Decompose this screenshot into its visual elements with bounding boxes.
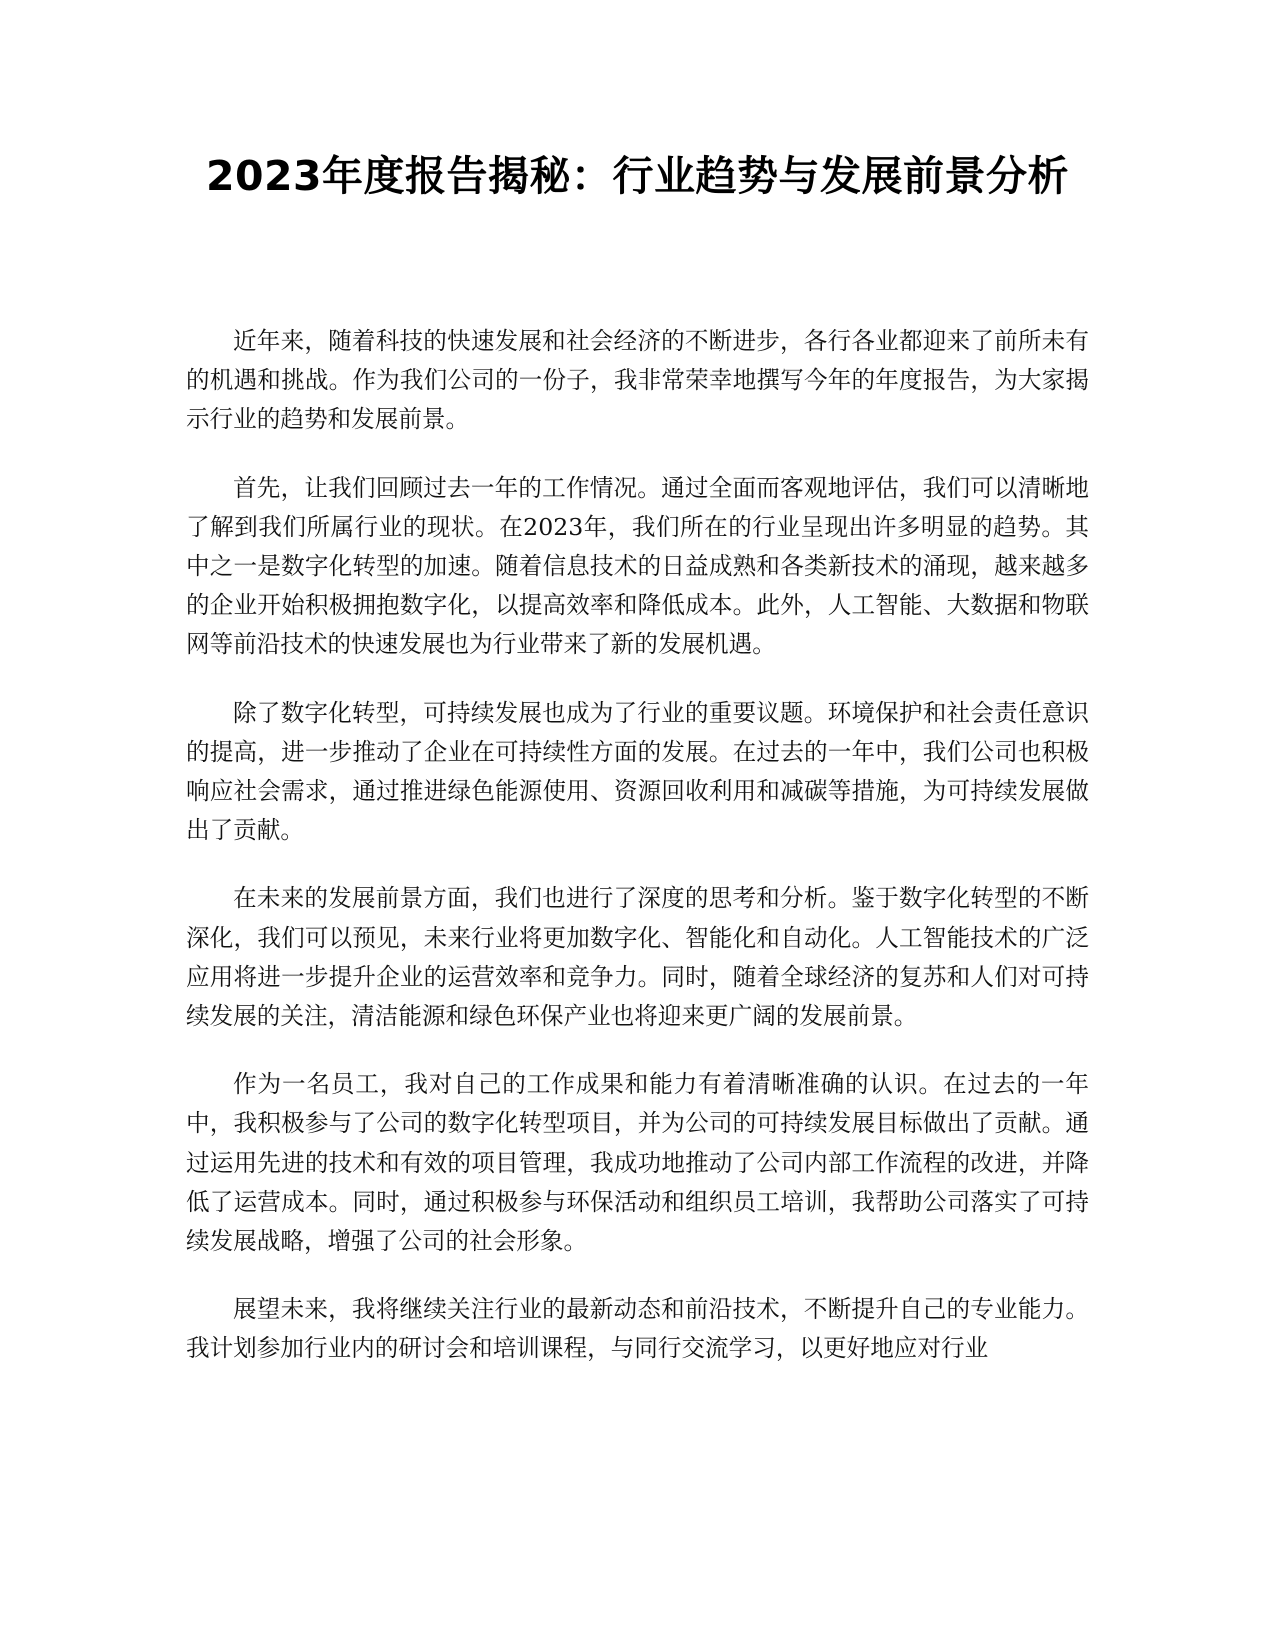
document-title: 2023年度报告揭秘：行业趋势与发展前景分析 — [205, 152, 1070, 200]
paragraph-3: 除了数字化转型，可持续发展也成为了行业的重要议题。环境保护和社会责任意识的提高，进一步推动了企业在可持续性方面的发展。在过去的一年中，我们公司也积极响应社会需求，通过推进绿色能源使用、资源回收利用和减碳等措施，为可持续发展做出了贡献。 — [186, 698, 1089, 845]
paragraph-6: 展望未来，我将继续关注行业的最新动态和前沿技术，不断提升自己的专业能力。我计划参加行业内的研讨会和培训课程，与同行交流学习，以更好地应对行业 — [186, 1295, 1089, 1363]
document-body — [186, 322, 1089, 1398]
paragraph-2: 首先，让我们回顾过去一年的工作情况。通过全面而客观地评估，我们可以清晰地了解到我们所属行业的现状。在2023年，我们所在的行业呈现出许多明显的趋势。其中之一是数字化转型的加速。随着信息技术的日益成熟和各类新技术的涌现，越来越多的企业开始积极拥抱数字化，以提高效率和降低成本。此外，人工智能、大数据和物联网等前沿技术的快速发展也为行业带来了新的发展机遇。 — [186, 473, 1089, 659]
paragraph-5: 作为一名员工，我对自己的工作成果和能力有着清晰准确的认识。在过去的一年中，我积极参与了公司的数字化转型项目，并为公司的可持续发展目标做出了贡献。通过运用先进的技术和有效的项目管理，我成功地推动了公司内部工作流程的改进，并降低了运营成本。同时，通过积极参与环保活动和组织员工培训，我帮助公司落实了可持续发展战略，增强了公司的社会形象。 — [186, 1070, 1089, 1256]
paragraph-4: 在未来的发展前景方面，我们也进行了深度的思考和分析。鉴于数字化转型的不断深化，我们可以预见，未来行业将更加数字化、智能化和自动化。人工智能技术的广泛应用将进一步提升企业的运营效率和竞争力。同时，随着全球经济的复苏和人们对可持续发展的关注，清洁能源和绿色环保产业也将迎来更广阔的发展前景。 — [186, 884, 1089, 1031]
paragraph-1: 近年来，随着科技的快速发展和社会经济的不断进步，各行各业都迎来了前所未有的机遇和挑战。作为我们公司的一份子，我非常荣幸地撰写今年的年度报告，为大家揭示行业的趋势和发展前景。 — [186, 327, 1089, 434]
